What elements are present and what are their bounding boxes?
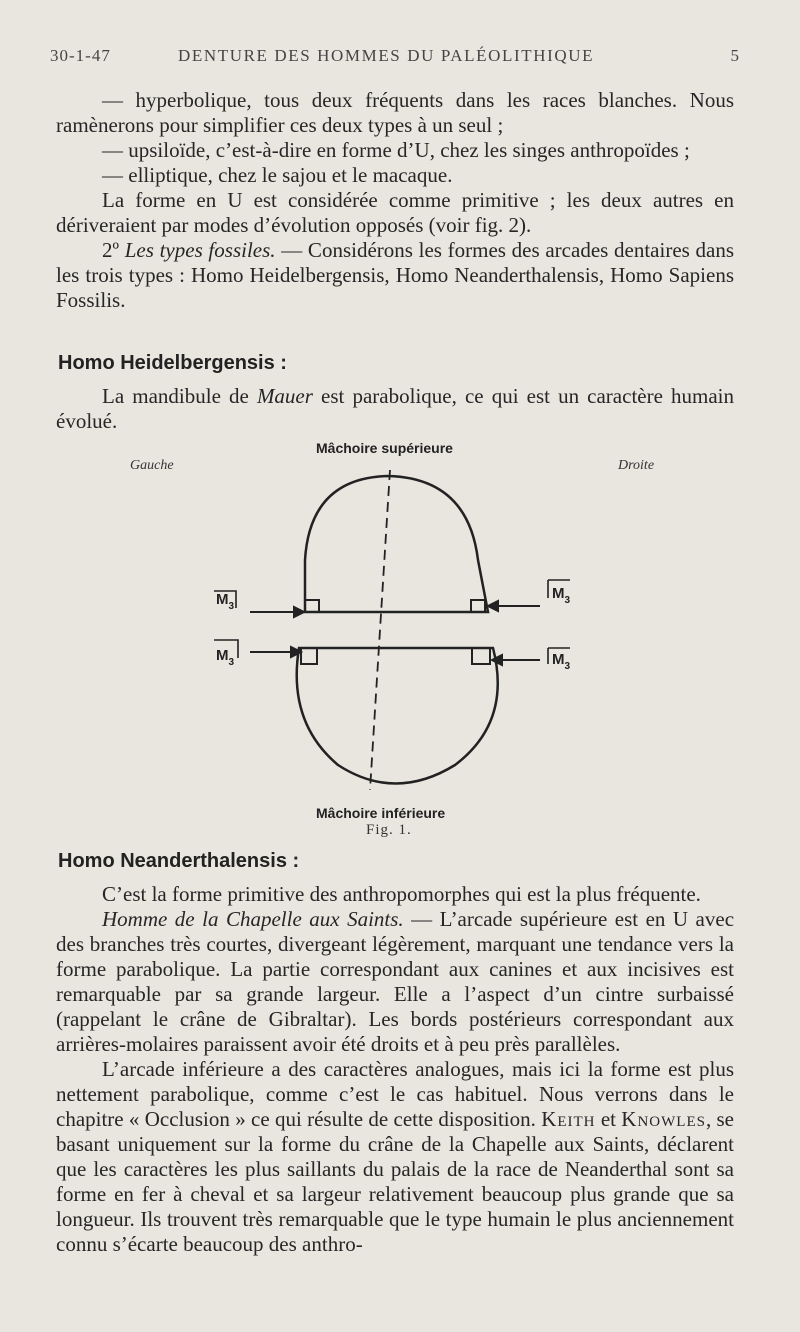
chapelle-italic: Homme de la Chapelle aux Saints. xyxy=(102,907,404,931)
figure-bottom-label: Mâchoire inférieure xyxy=(316,805,446,821)
figure-top-label: Mâchoire supérieure xyxy=(316,440,453,456)
heading-heidelbergensis: Homo Heidelbergensis : xyxy=(58,352,287,374)
paragraph-elliptique: — elliptique, chez le sajou et le macaque. xyxy=(102,163,453,187)
figure-right-label: Droite xyxy=(618,458,655,473)
m3-lower-left: $M_3$ xyxy=(216,647,235,668)
section-title: Les types fossiles. xyxy=(124,238,276,262)
figure-caption: Fig. 1. xyxy=(366,822,412,838)
mauer-text-before: La mandibule de xyxy=(102,384,249,408)
upper-right-molar-box xyxy=(471,600,485,612)
paragraph-forme-primitive: C’est la forme primitive des anthropomorphes qui est la plus fréquente. xyxy=(102,882,701,906)
paragraph-arcade-inferieure xyxy=(56,1057,734,1257)
paragraph-hyperbolique: — hyperbolique, tous deux fréquents dans les races blanches. Nous ramènerons pour simplifier ces deux types à un seul ; xyxy=(56,88,734,137)
author-keith: Keith xyxy=(541,1107,596,1131)
upper-left-molar-box xyxy=(305,600,319,612)
mauer-text-after: est parabolique, ce qui est un caractère humain évolué. xyxy=(56,384,735,433)
lower-arch xyxy=(297,648,498,784)
chapelle-text: — L’arcade supérieure est en U avec des branches très courtes, divergeant légèrement, marquant une tendance vers la forme parabolique. La partie correspondant aux canines et aux incisives est remarquable par sa grande largeur. Elle a l’aspect d’un cintre surbaissé (rappelant le crâne de Gibraltar). Les bords postérieurs correspondant aux arrières-molaires paraissent avoir été droits et à peu près parallèles. xyxy=(56,907,735,1056)
paragraph-upsiloide: — upsiloïde, c’est-à-dire en forme d’U, chez les singes anthropoïdes ; xyxy=(102,138,690,162)
paragraph-forme-en-u: La forme en U est considérée comme primitive ; les deux autres en dériveraient par modes d’évolution opposés (voir fig. 2). xyxy=(56,188,734,237)
mauer-italic: Mauer xyxy=(256,384,313,408)
header-date: 30-1-47 xyxy=(50,46,111,65)
lower-left-molar-box xyxy=(301,648,317,664)
midline xyxy=(370,470,390,790)
neanderthal-text xyxy=(56,882,734,1257)
m3-upper-right: $M_3$ xyxy=(552,585,571,606)
section-number: 2º xyxy=(102,238,120,262)
paragraph-chapelle xyxy=(56,907,734,1057)
section-text: — Considérons les formes des arcades dentaires dans les trois types : Homo Heidelbergensis, Homo Neanderthalensis, Homo Sapiens Fossilis. xyxy=(56,238,734,312)
m3-lower-right: $M_3$ xyxy=(552,651,571,672)
m3-upper-left: $M_3$ xyxy=(216,591,235,612)
heading-neanderthalensis: Homo Neanderthalensis : xyxy=(58,850,300,872)
page-number: 5 xyxy=(730,46,740,65)
figure-left-label: Gauche xyxy=(130,458,174,473)
upper-arch xyxy=(305,476,488,612)
arcade-text-a: L’arcade inférieure a des caractères analogues, mais ici la forme est plus nettement parabolique, comme c’est le cas habituel. Nous verrons dans le chapitre « Occlusion » ce qui résulte de cette disposition. xyxy=(56,1057,734,1131)
lower-right-molar-box xyxy=(472,648,490,664)
header-title: DENTURE DES HOMMES DU PALÉOLITHIQUE xyxy=(178,46,595,65)
author-et: et xyxy=(600,1107,616,1131)
arcade-text-b: , se basant uniquement sur la forme du crâne de la Chapelle aux Saints, déclarent que les caractères les plus saillants du palais de la race de Neanderthal sont sa forme en fer à cheval et sa largeur relativement beaucoup plus grande que sa longueur. Ils trouvent très remarquable que le type humain le plus anciennement connu s’écarte beaucoup des anthro- xyxy=(56,1107,735,1256)
author-knowles: Knowles xyxy=(621,1107,706,1131)
